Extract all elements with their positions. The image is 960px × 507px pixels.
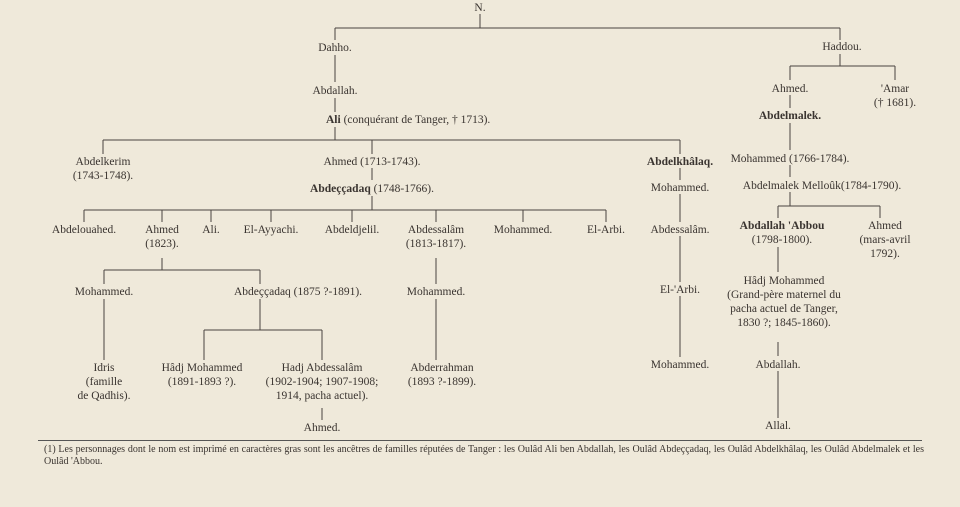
node-idris-name: Idris xyxy=(93,362,115,374)
node-ali-name: Ali xyxy=(326,114,341,126)
node-hadj-abdessalam-dates: (1902-1904; 1907-1908; xyxy=(265,376,379,388)
node-ahmed-1823-dates: (1823). xyxy=(145,238,179,250)
node-abdallah-a: Abdallah. xyxy=(755,359,801,371)
node-abdelmalek-name: Abdelmalek. xyxy=(758,110,822,122)
node-hadj-mohammed-note1: (Grand-père maternel du xyxy=(727,289,841,301)
node-ali-2: Ali. xyxy=(202,224,220,236)
node-abdessalam-name: Abdessalâm xyxy=(407,224,465,236)
node-abdelouahed: Abdelouahed. xyxy=(51,224,117,236)
node-idris xyxy=(77,361,130,403)
node-ahmed-1823-name: Ahmed xyxy=(145,224,179,236)
node-hadj-mohammed-dates: 1830 ?; 1845-1860). xyxy=(737,317,831,329)
node-abderrahman xyxy=(408,361,476,389)
node-abdallah-abbou xyxy=(740,219,825,247)
node-amar-name: 'Amar xyxy=(880,83,910,95)
node-mohammed-c: Mohammed. xyxy=(493,224,553,236)
node-abdeccadaq-dates: (1748-1766). xyxy=(373,183,434,195)
node-ahmed-1713: Ahmed (1713-1743). xyxy=(323,156,421,168)
node-hadj-mohammed-name: Hâdj Mohammed xyxy=(743,275,825,287)
node-mohammed-s: Mohammed. xyxy=(406,286,466,298)
node-abdeccadaq-name: Abdeççadaq xyxy=(310,183,371,195)
node-abdelkerim-dates: (1743-1748). xyxy=(72,170,134,182)
node-hadj-mohammed-2-name: Hâdj Mohammed xyxy=(161,362,243,374)
node-haddou: Haddou. xyxy=(822,41,862,53)
node-abdallah-abbou-dates: (1798-1800). xyxy=(751,234,813,246)
node-abdessalam xyxy=(406,223,466,251)
footnote-rule xyxy=(38,440,922,441)
node-dahho: Dahho. xyxy=(318,42,352,54)
node-ali-note: (conquérant de Tanger, † 1713). xyxy=(343,114,491,126)
node-ahmed-mars-dates: (mars-avril xyxy=(859,234,911,246)
node-elayyachi: El-Ayyachi. xyxy=(243,224,299,236)
node-ahmed-h: Ahmed. xyxy=(771,83,809,95)
node-abdelkhalaq-name: Abdelkhâlaq. xyxy=(646,156,714,168)
node-hadj-mohammed-grandpere xyxy=(727,274,841,330)
node-mohammed-k2: Mohammed. xyxy=(650,359,710,371)
node-amar-dates: († 1681). xyxy=(873,97,917,109)
node-abderrahman-name: Abderrahman xyxy=(410,362,474,374)
node-hadj-mohammed-2 xyxy=(162,361,243,389)
node-hadj-abdessalam-note: 1914, pacha actuel). xyxy=(275,390,369,402)
node-mohammed-1766: Mohammed (1766-1784). xyxy=(730,153,850,165)
node-ahmed-mars xyxy=(859,219,910,261)
node-elarbi-k: El-'Arbi. xyxy=(659,284,701,296)
node-abdessalam-dates: (1813-1817). xyxy=(405,238,467,250)
node-ahmed-1823 xyxy=(145,223,179,251)
node-abdeccadaq-1875: Abdeççadaq (1875 ?-1891). xyxy=(233,286,363,298)
node-abdallah-abbou-name: Abdallah 'Abbou xyxy=(739,220,825,232)
node-abdelkhalaq xyxy=(647,155,713,169)
node-ahmed-mars-name: Ahmed xyxy=(868,220,902,232)
node-hadj-mohammed-2-dates: (1891-1893 ?). xyxy=(167,376,237,388)
node-ahmed-mars-year: 1792). xyxy=(870,248,900,260)
footnote: (1) Les personnages dont le nom est imprimé en caractères gras sont les ancêtres de familles réputées de Tanger : les Oulâd Ali ben Abdallah, les Oulâd Abdeççadaq, les Oulâd Abdelkhâlaq, les Oulâd Abdelmalek et les Oulâd 'Abbou. xyxy=(44,444,924,467)
node-abdelkerim xyxy=(73,155,133,183)
node-abdelkerim-name: Abdelkerim xyxy=(75,156,131,168)
node-abdallah: Abdallah. xyxy=(312,85,358,97)
node-allal: Allal. xyxy=(765,420,791,432)
node-idris-note1: (famille xyxy=(85,376,123,388)
node-ahmed-last: Ahmed. xyxy=(303,422,341,434)
node-ali-conquerant xyxy=(326,113,490,127)
node-hadj-mohammed-note2: pacha actuel de Tanger, xyxy=(730,303,838,315)
node-mohammed-a: Mohammed. xyxy=(74,286,134,298)
node-abdelmalek xyxy=(759,109,821,123)
node-abdeldjelil: Abdeldjelil. xyxy=(324,224,380,236)
node-mohammed-k1: Mohammed. xyxy=(650,182,710,194)
node-abdeccadaq xyxy=(310,182,434,196)
node-hadj-abdessalam-name: Hadj Abdessalâm xyxy=(281,362,363,374)
node-abdessalam-k: Abdessalâm. xyxy=(650,224,710,236)
node-elarbi-c: El-Arbi. xyxy=(586,224,626,236)
node-hadj-abdessalam xyxy=(266,361,379,403)
root-node: N. xyxy=(474,2,486,14)
node-abdelmalek-melloul: Abdelmalek Melloûk(1784-1790). xyxy=(742,180,902,192)
node-amar xyxy=(874,82,916,110)
node-idris-note2: de Qadhis). xyxy=(77,390,131,402)
node-abderrahman-dates: (1893 ?-1899). xyxy=(407,376,477,388)
